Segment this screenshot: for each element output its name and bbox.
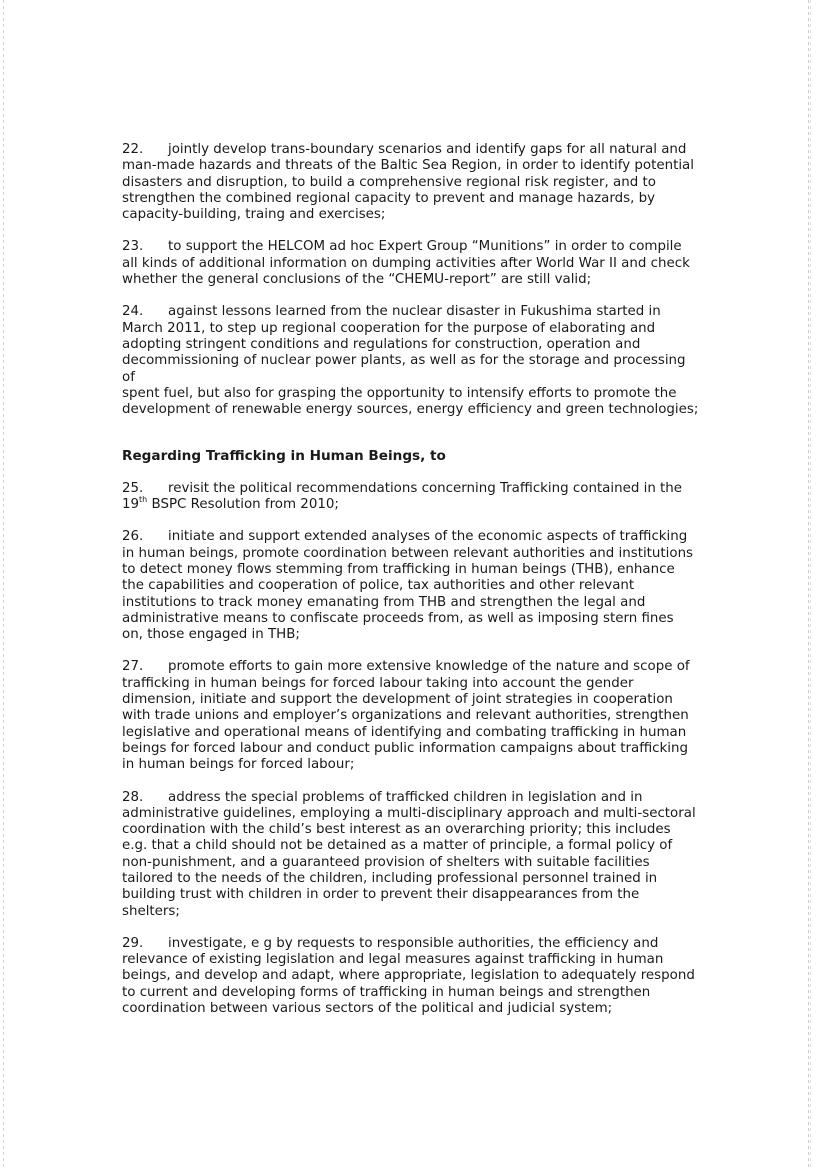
paragraph-text-ordinal: 19 bbox=[122, 497, 140, 513]
paragraph-text-line2: BSPC Resolution from 2010; bbox=[147, 497, 339, 513]
paragraph-number: 28. bbox=[122, 789, 144, 805]
paragraph-28 bbox=[122, 790, 700, 920]
paragraph-24 bbox=[122, 304, 700, 418]
paragraph-number: 25. bbox=[122, 480, 144, 496]
scan-edge-left bbox=[3, 0, 4, 1168]
paragraph-text: jointly develop trans-boundary scenarios and identify gaps for all natural and man-made hazards and threats of the Baltic Sea Region, in order to identify potential disasters and disruption, to build a comprehensive regional risk register, and to strengthen the combined regional capacity to prevent and manage hazards, by capacity-building, traing and exercises; bbox=[122, 142, 694, 223]
paragraph-text: promote efforts to gain more extensive knowledge of the nature and scope of trafficking in human beings for forced labour taking into account the gender dimension, initiate and support the development of joint strategies in cooperation with trade unions and employer’s organizations and relevant authorities, strengthen legislative and operational means of identifying and combating trafficking in human beings for forced labour and conduct public information campaigns about trafficking in human beings for forced labour; bbox=[122, 659, 690, 773]
paragraph-25 bbox=[122, 481, 700, 514]
paragraph-text: against lessons learned from the nuclear disaster in Fukushima started in March 2011, to step up regional cooperation for the purpose of elaborating and adopting stringent conditions and regulations for construction, operation and decommissioning of nuclear power plants, as well as for the storage and processing of spent fuel, but also for grasping the opportunity to intensify efforts to promote the development of renewable energy sources, energy efficiency and green technologies; bbox=[122, 304, 699, 418]
paragraph-number: 26. bbox=[122, 529, 144, 545]
paragraph-22 bbox=[122, 142, 700, 223]
paragraph-number: 23. bbox=[122, 239, 144, 255]
paragraph-29 bbox=[122, 936, 700, 1017]
paragraph-text: initiate and support extended analyses of the economic aspects of trafficking in human beings, promote coordination between relevant authorities and institutions to detect money flows stemming from trafficking in human beings (THB), enhance the capabilities and cooperation of police, tax authorities and other relevant institutions to track money emanating from THB and strengthen the legal and administrative means to confiscate proceeds from, as well as imposing stern fines on, those engaged in THB; bbox=[122, 529, 694, 643]
document-body bbox=[122, 142, 700, 1017]
paragraph-27 bbox=[122, 659, 700, 773]
section-heading-trafficking: Regarding Trafficking in Human Beings, to bbox=[122, 448, 446, 465]
paragraph-text: address the special problems of trafficked children in legislation and in administrative guidelines, employing a multi-disciplinary approach and multi-sectoral coordination with the child’s best interest as an overarching priority; this includes e.g. that a child should not be detained as a matter of principle, a formal policy of non-punishment, and a guaranteed provision of shelters with suitable facilities tailored to the needs of the children, including professional personnel trained in building trust with children in order to prevent their disappearances from the shelters; bbox=[122, 789, 696, 919]
paragraph-text: investigate, e g by requests to responsible authorities, the efficiency and relevance of existing legislation and legal measures against trafficking in human beings, and develop and adapt, where appropriate, legislation to adequately respond to current and developing forms of trafficking in human beings and strengthen coordination between various sectors of the political and judicial system; bbox=[122, 935, 695, 1017]
scan-edge-right bbox=[808, 0, 809, 1168]
scan-edge-right-secondary bbox=[810, 0, 811, 1168]
ordinal-suffix: th bbox=[139, 494, 148, 504]
paragraph-number: 22. bbox=[122, 142, 144, 157]
paragraph-number: 24. bbox=[122, 304, 144, 320]
paragraph-text: to support the HELCOM ad hoc Expert Group “Munitions” in order to compile all kinds of additional information on dumping activities after World War II and check whether the general conclusions of the “CHEMU-report” are still valid; bbox=[122, 239, 690, 288]
paragraph-number: 29. bbox=[122, 935, 144, 951]
paragraph-26 bbox=[122, 529, 700, 643]
paragraph-number: 27. bbox=[122, 659, 144, 675]
paragraph-23 bbox=[122, 239, 700, 288]
paragraph-text-line1: revisit the political recommendations concerning Trafficking contained in the bbox=[168, 480, 683, 496]
